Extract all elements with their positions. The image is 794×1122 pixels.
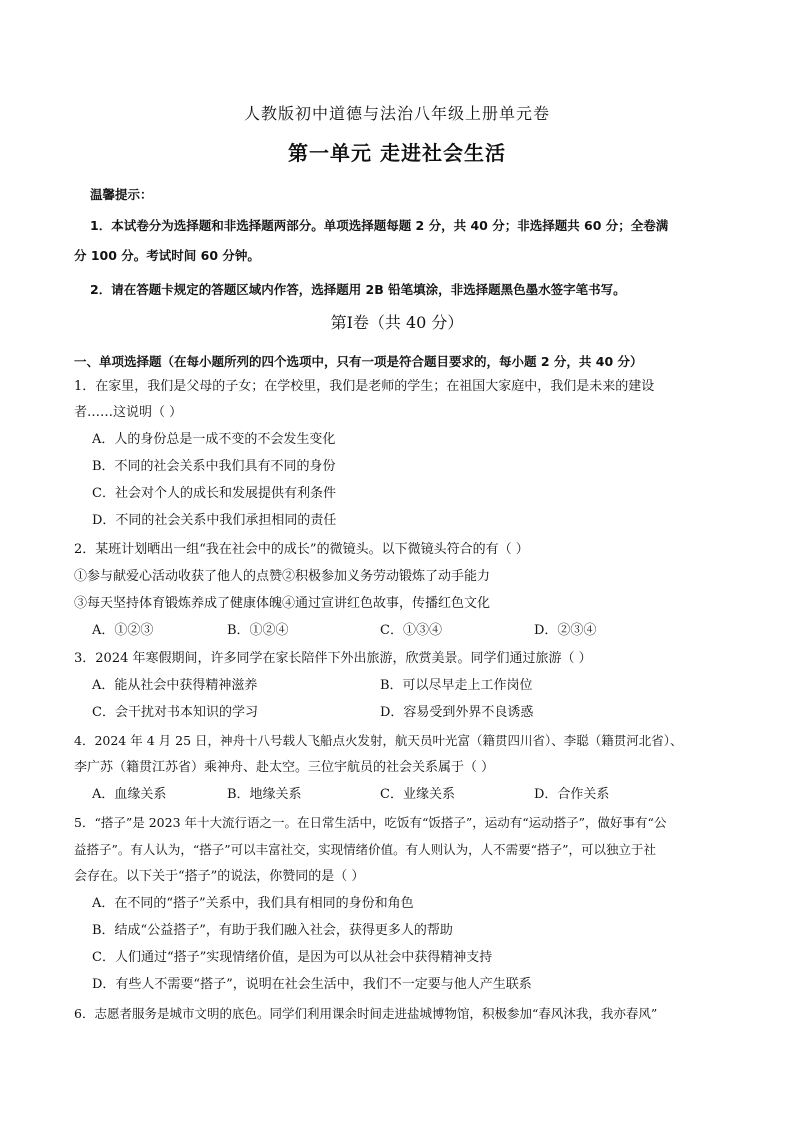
- tips-line-2: 分 100 分。考试时间 60 分钟。: [74, 248, 260, 263]
- q4-option-c: C．业缘关系: [380, 787, 455, 802]
- q4-option-d: D．合作关系: [534, 787, 610, 802]
- q5-option-a: A．在不同的“搭子”关系中，我们具有相同的身份和角色: [92, 896, 414, 911]
- q2-option-c: C．①③④: [380, 623, 442, 638]
- q4-stem-1: 4．2024 年 4 月 25 日，神舟十八号载人飞船点火发射，航天员叶光富（籍贯四川省）、李聪（籍贯河北省）、: [74, 733, 683, 748]
- q5-option-d: D．有些人不需要“搭子”，说明在社会生活中，我们不一定要与他人产生联系: [92, 977, 532, 992]
- q5-stem-2: 益搭子”。有人认为，“搭子”可以丰富社交，实现情绪价值。有人则认为，人不需要“搭子”，可以独立于社: [74, 842, 656, 857]
- q5-stem-3: 会存在。以下关于“搭子”的说法，你赞同的是（ ）: [74, 869, 365, 884]
- tips-line-1: 1．本试卷分为选择题和非选择题两部分。单项选择题每题 2 分，共 40 分；非选择题共 60 分；全卷满: [90, 218, 669, 233]
- part-heading: 一、单项选择题（在每小题所列的四个选项中，只有一项是符合题目要求的，每小题 2 分，共 40 分）: [74, 354, 643, 369]
- q4-option-a: A．血缘关系: [92, 787, 167, 802]
- q2-stem-2: ①参与献爱心活动收获了他人的点赞②积极参加义务劳动锻炼了动手能力: [74, 569, 491, 584]
- q2-option-d: D．②③④: [534, 623, 597, 638]
- q1-option-c: C．社会对个人的成长和发展提供有利条件: [92, 486, 336, 501]
- q2-stem-1: 2．某班计划晒出一组“我在社会中的成长”的微镜头。以下微镜头符合的有（ ）: [74, 542, 529, 557]
- q5-option-c: C．人们通过“搭子”实现情绪价值，是因为可以从社会中获得精神支持: [92, 950, 493, 965]
- q1-option-a: A．人的身份总是一成不变的不会发生变化: [92, 432, 336, 447]
- q4-option-b: B．地缘关系: [227, 787, 302, 802]
- q2-option-b: B．①②④: [227, 623, 289, 638]
- q3-option-a: A．能从社会中获得精神滋养: [92, 678, 258, 693]
- q5-option-b: B．结成“公益搭子”，有助于我们融入社会，获得更多人的帮助: [92, 923, 453, 938]
- q3-option-c: C．会干扰对书本知识的学习: [92, 705, 258, 720]
- q2-stem-3: ③每天坚持体育锻炼养成了健康体魄④通过宣讲红色故事，传播红色文化: [74, 596, 491, 611]
- q2-option-a: A．①②③: [92, 623, 154, 638]
- q1-stem-2: 者……这说明（ ）: [74, 405, 183, 420]
- tips-heading: 温馨提示：: [90, 187, 153, 202]
- q3-option-b: B．可以尽早走上工作岗位: [380, 678, 533, 693]
- q3-stem-1: 3．2024 年寒假期间，许多同学在家长陪伴下外出旅游，欣赏美景。同学们通过旅游（ ）: [74, 651, 592, 666]
- q1-option-b: B．不同的社会关系中我们具有不同的身份: [92, 459, 336, 474]
- exam-title: 第一单元 走进社会生活: [288, 141, 506, 165]
- section-title: 第Ⅰ卷（共 40 分）: [330, 313, 464, 332]
- q4-stem-2: 李广苏（籍贯江苏省）乘神舟、赴太空。三位宇航员的社会关系属于（ ）: [74, 760, 495, 775]
- q3-option-d: D．容易受到外界不良诱惑: [380, 705, 534, 720]
- tips-line-3: 2．请在答题卡规定的答题区域内作答，选择题用 2B 铅笔填涂，非选择题黑色墨水签字笔书写。: [90, 282, 626, 297]
- q1-option-d: D．不同的社会关系中我们承担相同的责任: [92, 513, 337, 528]
- q5-stem-1: 5．“搭子”是 2023 年十大流行语之一。在日常生活中，吃饭有“饭搭子”，运动有“运动搭子”，做好事有“公: [74, 815, 667, 830]
- exam-subtitle: 人教版初中道德与法治八年级上册单元卷: [243, 104, 550, 123]
- q1-stem-1: 1．在家里，我们是父母的子女；在学校里，我们是老师的学生；在祖国大家庭中，我们是未来的建设: [74, 379, 655, 394]
- q6-stem-1: 6．志愿者服务是城市文明的底色。同学们利用课余时间走进盐城博物馆，积极参加“春风沐我，我亦春风”: [74, 1006, 658, 1021]
